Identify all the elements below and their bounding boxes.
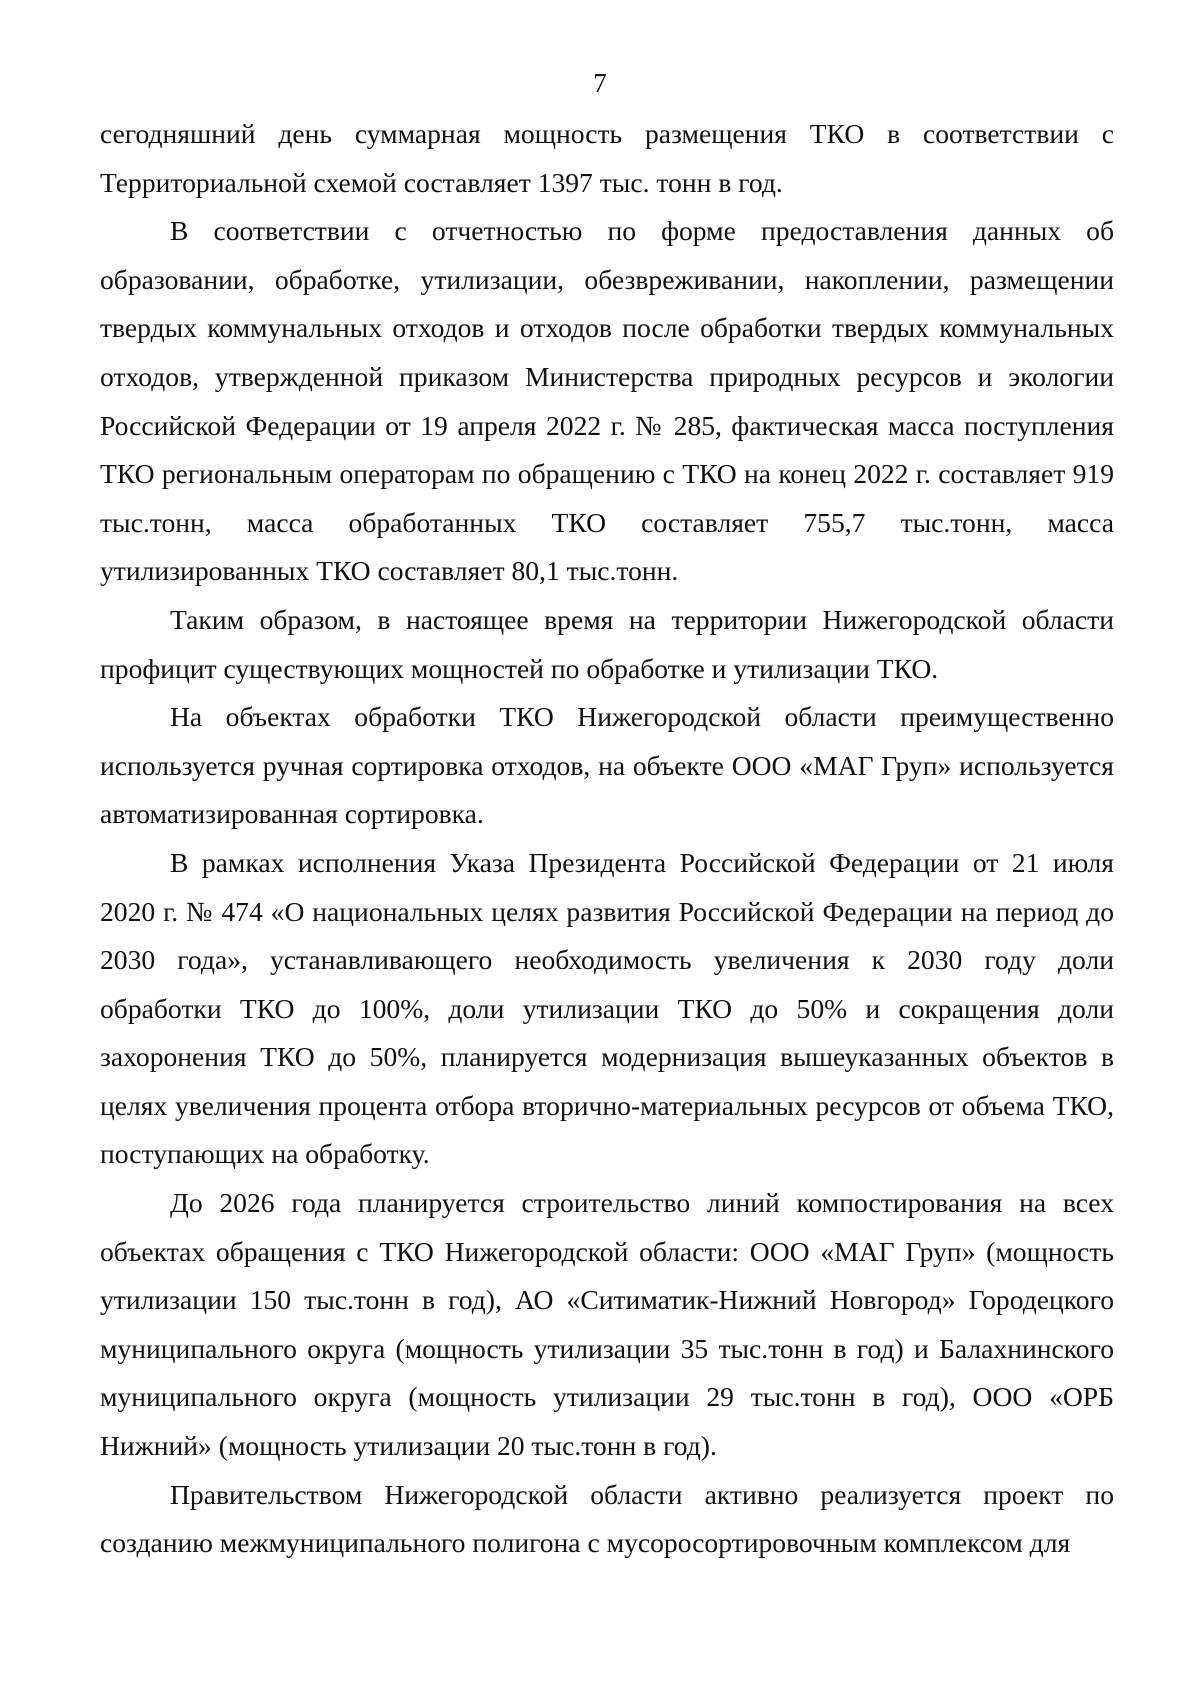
paragraph-continuation: сегодняшний день суммарная мощность размещения ТКО в соответствии с Территориальной схемой составляет 1397 тыс. тонн в год. xyxy=(100,118,1114,198)
paragraph-reporting-data: В соответствии с отчетностью по форме предоставления данных об образовании, обработке, утилизации, обезвреживании, накоплении, размещении твердых коммунальных отходов и отходов после обработки твердых коммунальных отходов, утвержденной приказом Министерства природных ресурсов и экологии Российской Федерации от 19 апреля 2022 г. № 285, фактическая масса поступления ТКО региональным операторам по обращению с ТКО на конец 2022 г. составляет 919 тыс.тонн, масса обработанных ТКО составляет 755,7 тыс.тонн, масса утилизированных ТКО составляет 80,1 тыс.тонн. xyxy=(100,215,1114,587)
paragraph-capacity-surplus: Таким образом, в настоящее время на территории Нижегородской области профицит существующих мощностей по обработке и утилизации ТКО. xyxy=(100,603,1114,684)
paragraph-sorting-methods: На объектах обработки ТКО Нижегородской области преимущественно используется ручная сортировка отходов, на объекте ООО «МАГ Груп» используется автоматизированная сортировка. xyxy=(100,701,1114,830)
document-body xyxy=(100,110,1114,1568)
paragraph-composting-lines: До 2026 года планируется строительство линий компостирования на всех объектах обращения с ТКО Нижегородской области: ООО «МАГ Груп» (мощность утилизации 150 тыс.тонн в год), АО «Ситиматик-Нижний Новгород» Городецкого муниципального округа (мощность утилизации 35 тыс.тонн в год) и Балахнинского муниципального округа (мощность утилизации 29 тыс.тонн в год), ООО «ОРБ Нижний» (мощность утилизации 20 тыс.тонн в год). xyxy=(100,1187,1114,1462)
page-number: 7 xyxy=(593,68,607,98)
paragraph-landfill-project: Правительством Нижегородской области активно реализуется проект по созданию межмуниципального полигона с мусоросортировочным комплексом для xyxy=(100,1478,1114,1559)
paragraph-presidential-decree: В рамках исполнения Указа Президента Российской Федерации от 21 июля 2020 г. № 474 «О национальных целях развития Российской Федерации на период до 2030 года», устанавливающего необходимость увеличения к 2030 году доли обработки ТКО до 100%, доли утилизации ТКО до 50% и сокращения доли захоронения ТКО до 50%, планируется модернизация вышеуказанных объектов в целях увеличения процента отбора вторично-материальных ресурсов от объема ТКО, поступающих на обработку. xyxy=(100,846,1114,1170)
